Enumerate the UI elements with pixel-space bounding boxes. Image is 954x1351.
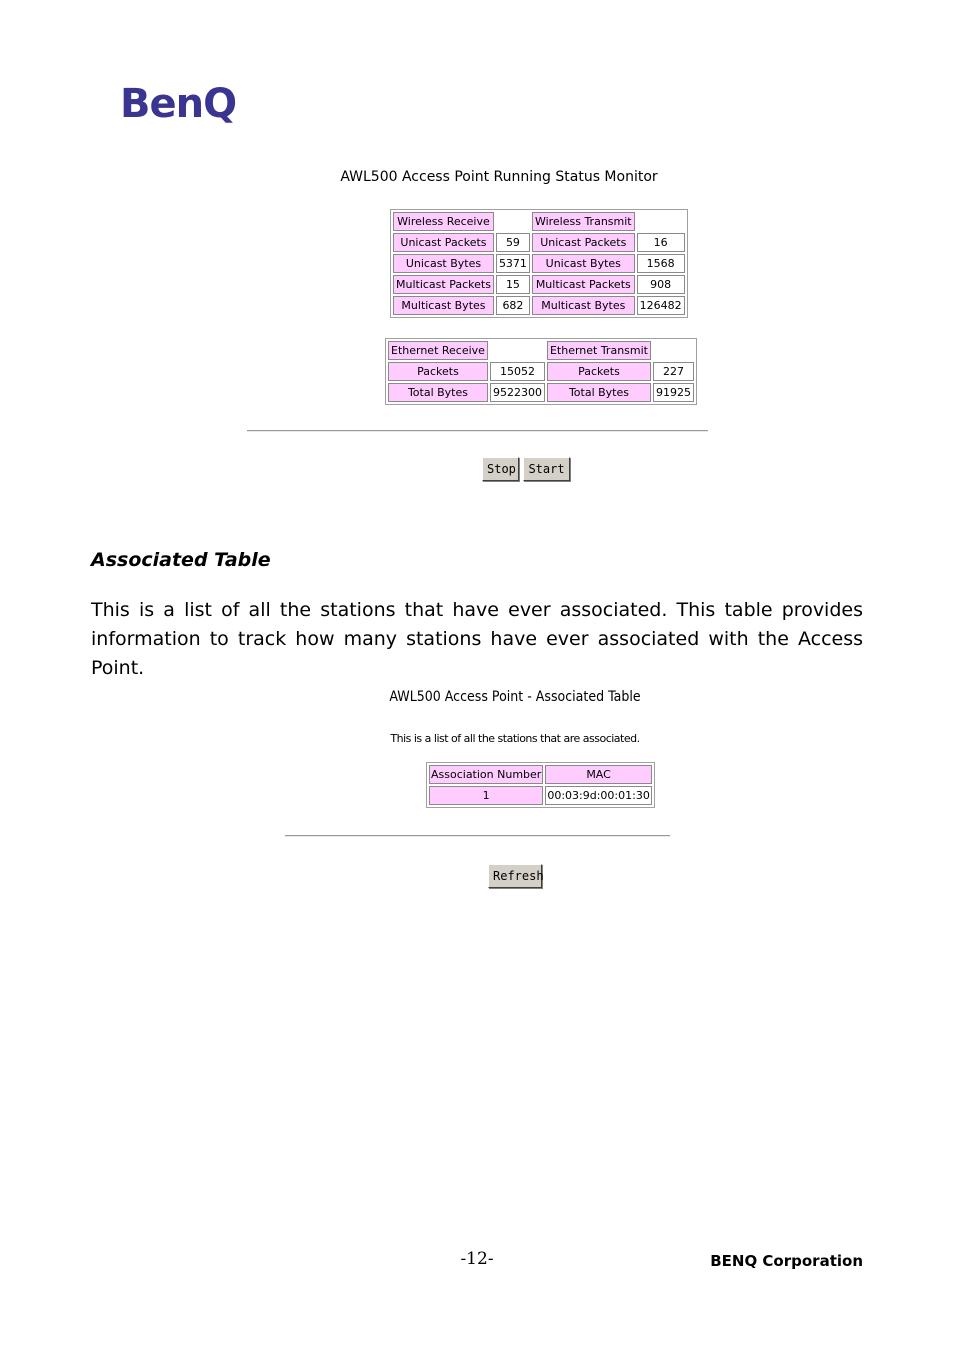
associated-table (426, 762, 655, 808)
table-row (388, 383, 694, 402)
table-row (393, 233, 685, 252)
stat-value: 9522300 (490, 383, 545, 402)
table-row (388, 362, 694, 381)
divider (247, 430, 708, 432)
ethernet-transmit-header: Ethernet Transmit (547, 341, 651, 360)
stat-label: Total Bytes (547, 383, 651, 402)
table-row (393, 275, 685, 294)
status-monitor-title: AWL500 Access Point Running Status Monitor (340, 169, 658, 185)
stat-value: 227 (653, 362, 694, 381)
column-header: MAC (545, 765, 652, 784)
stat-value: 1568 (637, 254, 685, 273)
stat-value: 91925 (653, 383, 694, 402)
stat-value: 682 (496, 296, 530, 315)
stat-label: Unicast Bytes (532, 254, 635, 273)
stat-label: Packets (547, 362, 651, 381)
table-row (393, 212, 685, 231)
wireless-stats-table (390, 209, 688, 318)
table-row (393, 254, 685, 273)
section-body: This is a list of all the stations that have ever associated. This table provides information to track how many stations have ever associated with the Access Point. (91, 599, 863, 679)
stat-value: 5371 (496, 254, 530, 273)
stat-value: 15052 (490, 362, 545, 381)
table-row (388, 341, 694, 360)
table-row (429, 786, 652, 805)
ethernet-stats-table (385, 338, 697, 405)
stat-label: Multicast Packets (532, 275, 635, 294)
company-name: BENQ Corporation (710, 1252, 863, 1270)
stop-button[interactable]: Stop (482, 457, 519, 481)
stat-value: 15 (496, 275, 530, 294)
stat-value: 59 (496, 233, 530, 252)
stat-label: Unicast Packets (393, 233, 494, 252)
wireless-transmit-header: Wireless Transmit (532, 212, 635, 231)
association-number-cell: 1 (429, 786, 543, 805)
stat-value: 16 (637, 233, 685, 252)
stat-label: Multicast Packets (393, 275, 494, 294)
associated-table-subtitle: This is a list of all the stations that are associated. (390, 732, 640, 745)
start-button[interactable]: Start (523, 457, 570, 481)
divider (285, 835, 670, 837)
stat-label: Multicast Bytes (393, 296, 494, 315)
benq-logo: BenQ (120, 81, 237, 127)
ethernet-receive-header: Ethernet Receive (388, 341, 488, 360)
stat-value: 126482 (637, 296, 685, 315)
table-header-row (429, 765, 652, 784)
associated-table-title: AWL500 Access Point - Associated Table (389, 689, 641, 705)
refresh-button[interactable]: Refresh (488, 864, 542, 888)
table-row (393, 296, 685, 315)
stat-label: Packets (388, 362, 488, 381)
column-header: Association Number (429, 765, 543, 784)
stat-label: Total Bytes (388, 383, 488, 402)
stat-value: 908 (637, 275, 685, 294)
mac-cell: 00:03:9d:00:01:30 (545, 786, 652, 805)
stat-label: Multicast Bytes (532, 296, 635, 315)
stat-label: Unicast Bytes (393, 254, 494, 273)
stat-label: Unicast Packets (532, 233, 635, 252)
wireless-receive-header: Wireless Receive (393, 212, 494, 231)
page-number: -12- (460, 1249, 494, 1269)
section-heading: Associated Table (91, 549, 271, 571)
